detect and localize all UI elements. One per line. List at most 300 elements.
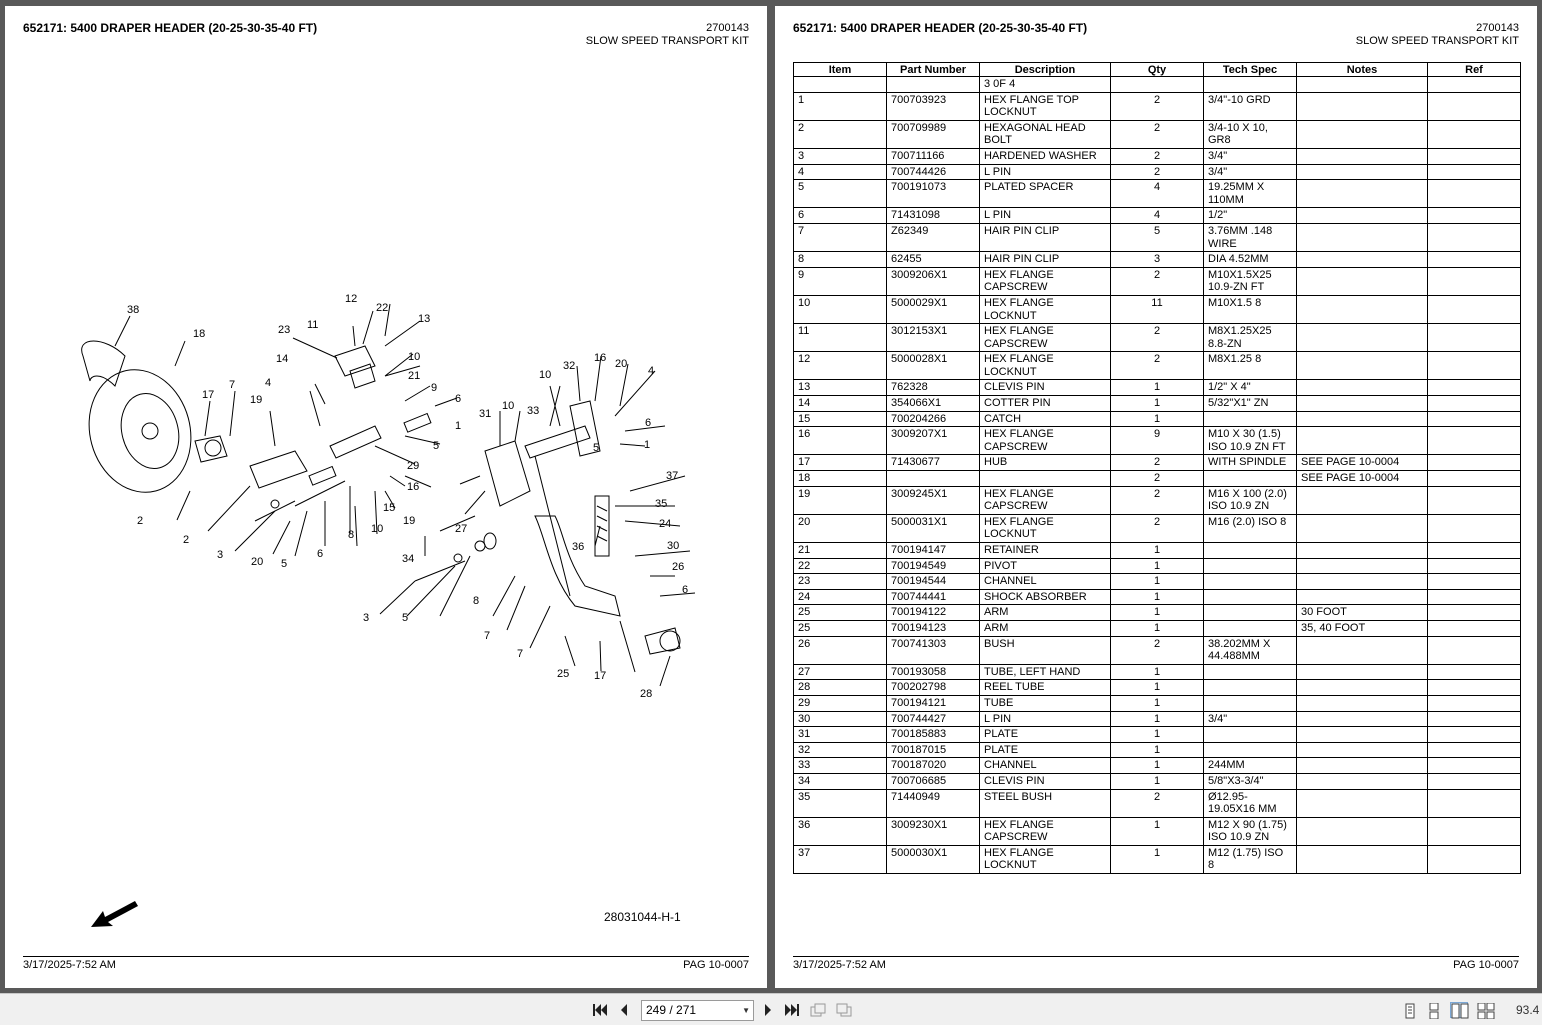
cell-item [794, 77, 887, 93]
cell-tech-spec: 3/4" [1204, 164, 1297, 180]
cell-item: 2 [794, 120, 887, 148]
cell-item: 34 [794, 773, 887, 789]
table-row [794, 148, 1521, 164]
cell-part-number: 3009230X1 [887, 817, 980, 845]
callout-35: 35 [655, 498, 668, 510]
table-row [794, 324, 1521, 352]
table-row [794, 620, 1521, 636]
cell-tech-spec: 3/4-10 X 10, GR8 [1204, 120, 1297, 148]
cell-description: PLATED SPACER [980, 180, 1111, 208]
cell-tech-spec [1204, 543, 1297, 559]
table-row [794, 208, 1521, 224]
callout-18: 18 [193, 328, 206, 340]
cell-description: CHANNEL [980, 574, 1111, 590]
cell-description: L PIN [980, 208, 1111, 224]
next-page-icon[interactable] [760, 1002, 776, 1018]
callout-9: 9 [431, 382, 438, 394]
cell-qty: 1 [1111, 396, 1204, 412]
first-page-icon[interactable] [592, 1002, 608, 1018]
cell-part-number: 354066X1 [887, 396, 980, 412]
cell-notes: SEE PAGE 10-0004 [1297, 455, 1428, 471]
cell-part-number [887, 471, 980, 487]
cell-tech-spec: DIA 4.52MM [1204, 252, 1297, 268]
callout-6: 6 [682, 584, 689, 596]
cell-description [980, 471, 1111, 487]
cell-part-number: 3009207X1 [887, 427, 980, 455]
two-page-continuous-icon[interactable] [1476, 1002, 1494, 1018]
cell-part-number: 700202798 [887, 680, 980, 696]
cell-qty: 1 [1111, 589, 1204, 605]
viewer-toolbar [0, 993, 1542, 1025]
cell-ref [1428, 252, 1521, 268]
cell-notes [1297, 427, 1428, 455]
callout-7: 25 [557, 668, 570, 680]
cell-part-number: 762328 [887, 380, 980, 396]
cell-item: 27 [794, 664, 887, 680]
cell-notes [1297, 92, 1428, 120]
cell-tech-spec [1204, 620, 1297, 636]
cell-qty: 2 [1111, 352, 1204, 380]
callout-30: 30 [667, 540, 680, 552]
cell-item: 25 [794, 620, 887, 636]
cell-description: HEX FLANGE CAPSCREW [980, 817, 1111, 845]
cell-tech-spec [1204, 411, 1297, 427]
cell-ref [1428, 574, 1521, 590]
cell-item: 5 [794, 180, 887, 208]
cell-description: TUBE, LEFT HAND [980, 664, 1111, 680]
cell-part-number [887, 77, 980, 93]
cell-ref [1428, 758, 1521, 774]
cell-ref [1428, 558, 1521, 574]
continuous-icon[interactable] [1424, 1002, 1442, 1018]
cell-item: 28 [794, 680, 887, 696]
table-row [794, 380, 1521, 396]
table-row [794, 589, 1521, 605]
callout-17: 17 [202, 389, 215, 401]
table-row [794, 252, 1521, 268]
callout-11: 11 [307, 319, 319, 331]
table-row [794, 695, 1521, 711]
cell-description: L PIN [980, 164, 1111, 180]
cell-ref [1428, 77, 1521, 93]
callout-19: 19 [250, 394, 263, 406]
page-header-right [1356, 22, 1519, 48]
cell-tech-spec: 5/8"X3-3/4" [1204, 773, 1297, 789]
cell-tech-spec: 19.25MM X 110MM [1204, 180, 1297, 208]
cell-part-number: 62455 [887, 252, 980, 268]
cell-qty: 1 [1111, 680, 1204, 696]
cell-item: 1 [794, 92, 887, 120]
cell-qty: 1 [1111, 727, 1204, 743]
cell-ref [1428, 845, 1521, 873]
cell-tech-spec [1204, 471, 1297, 487]
cell-description: SHOCK ABSORBER [980, 589, 1111, 605]
cell-ref [1428, 208, 1521, 224]
cell-item: 9 [794, 267, 887, 295]
cell-description: HEX FLANGE LOCKNUT [980, 352, 1111, 380]
callout-5: 5 [593, 442, 600, 454]
cell-qty: 4 [1111, 180, 1204, 208]
footer-page-number: PAG 10-0007 [683, 959, 749, 971]
cell-description: COTTER PIN [980, 396, 1111, 412]
two-page-icon[interactable] [1450, 1002, 1468, 1018]
cell-notes [1297, 252, 1428, 268]
cell-tech-spec: 1/2" [1204, 208, 1297, 224]
cell-description: 3 0F 4 [980, 77, 1111, 93]
cell-part-number: 700711166 [887, 148, 980, 164]
cell-part-number: 700191073 [887, 180, 980, 208]
cell-qty: 1 [1111, 620, 1204, 636]
exploded-parts-diagram [45, 276, 745, 706]
cell-item: 20 [794, 514, 887, 542]
cell-ref [1428, 514, 1521, 542]
prev-page-icon[interactable] [616, 1002, 632, 1018]
callout-7: 6 [645, 417, 652, 429]
page-number-select[interactable] [641, 1000, 754, 1021]
table-row [794, 773, 1521, 789]
cell-item: 36 [794, 817, 887, 845]
cell-description: CATCH [980, 411, 1111, 427]
cell-qty: 1 [1111, 574, 1204, 590]
table-row [794, 471, 1521, 487]
table-row [794, 817, 1521, 845]
cell-part-number: 700709989 [887, 120, 980, 148]
drawing-number: 28031044-H-1 [604, 910, 681, 924]
direction-arrow-icon [91, 899, 139, 929]
cell-description: PIVOT [980, 558, 1111, 574]
cell-qty: 2 [1111, 324, 1204, 352]
page-title: 652171: 5400 DRAPER HEADER (20-25-30-35-40 FT) [793, 21, 1088, 35]
cell-part-number: 5000031X1 [887, 514, 980, 542]
cell-tech-spec: 3/4"-10 GRD [1204, 92, 1297, 120]
cell-notes [1297, 636, 1428, 664]
callout-8: 8 [348, 529, 355, 541]
cell-item: 24 [794, 589, 887, 605]
cell-tech-spec [1204, 695, 1297, 711]
cell-item: 10 [794, 295, 887, 323]
cell-tech-spec [1204, 77, 1297, 93]
cell-description: HEX FLANGE LOCKNUT [980, 845, 1111, 873]
zoom-level[interactable]: 93.4 [1516, 1003, 1540, 1017]
cell-description: PLATE [980, 742, 1111, 758]
cell-item: 14 [794, 396, 887, 412]
cell-notes [1297, 208, 1428, 224]
cell-tech-spec: 3/4" [1204, 148, 1297, 164]
cell-description: HAIR PIN CLIP [980, 223, 1111, 251]
cell-tech-spec [1204, 574, 1297, 590]
callout-38: 38 [127, 304, 140, 316]
cell-description: HEX FLANGE CAPSCREW [980, 427, 1111, 455]
cell-ref [1428, 324, 1521, 352]
cell-part-number: 3012153X1 [887, 324, 980, 352]
cell-ref [1428, 711, 1521, 727]
cell-part-number: 700194121 [887, 695, 980, 711]
callout-13: 13 [418, 313, 431, 325]
cell-item: 33 [794, 758, 887, 774]
table-row [794, 92, 1521, 120]
callout-31: 31 [479, 408, 492, 420]
cell-item: 30 [794, 711, 887, 727]
cell-part-number: 700703923 [887, 92, 980, 120]
cell-item: 3 [794, 148, 887, 164]
cell-ref [1428, 380, 1521, 396]
cell-qty: 2 [1111, 455, 1204, 471]
table-row [794, 514, 1521, 542]
cell-part-number: 700744426 [887, 164, 980, 180]
callout-26: 8 [473, 595, 480, 607]
callout-28: 2 [183, 534, 190, 546]
cell-qty: 1 [1111, 773, 1204, 789]
cell-part-number: 700706685 [887, 773, 980, 789]
cell-qty: 2 [1111, 789, 1204, 817]
table-row [794, 727, 1521, 743]
back-icon[interactable] [810, 1002, 826, 1018]
table-row [794, 845, 1521, 873]
cell-ref [1428, 295, 1521, 323]
cell-item: 22 [794, 558, 887, 574]
cell-description: RETAINER [980, 543, 1111, 559]
cell-ref [1428, 543, 1521, 559]
cell-qty [1111, 77, 1204, 93]
cell-part-number: 700194123 [887, 620, 980, 636]
last-page-icon[interactable] [784, 1002, 800, 1018]
table-row [794, 352, 1521, 380]
cell-description: HEX FLANGE LOCKNUT [980, 295, 1111, 323]
cell-qty: 1 [1111, 558, 1204, 574]
cell-ref [1428, 180, 1521, 208]
cell-description: PLATE [980, 727, 1111, 743]
cell-part-number: 71430677 [887, 455, 980, 471]
callout-1: 1 [644, 439, 651, 451]
cell-description: HUB [980, 455, 1111, 471]
cell-item: 18 [794, 471, 887, 487]
single-page-icon[interactable] [1400, 1002, 1418, 1018]
cell-qty: 1 [1111, 711, 1204, 727]
cell-notes: 35, 40 FOOT [1297, 620, 1428, 636]
table-row [794, 427, 1521, 455]
cell-notes [1297, 574, 1428, 590]
cell-part-number: 3009245X1 [887, 486, 980, 514]
cell-notes: 30 FOOT [1297, 605, 1428, 621]
cell-item: 15 [794, 411, 887, 427]
cell-tech-spec: WITH SPINDLE [1204, 455, 1297, 471]
cell-notes [1297, 727, 1428, 743]
table-row [794, 680, 1521, 696]
cell-description: HEX FLANGE CAPSCREW [980, 267, 1111, 295]
table-row [794, 396, 1521, 412]
cell-ref [1428, 223, 1521, 251]
cell-description: REEL TUBE [980, 680, 1111, 696]
cell-qty: 4 [1111, 208, 1204, 224]
cell-tech-spec: M12 (1.75) ISO 8 [1204, 845, 1297, 873]
table-header-row [794, 63, 1521, 77]
cell-qty: 9 [1111, 427, 1204, 455]
cell-ref [1428, 92, 1521, 120]
cell-notes [1297, 352, 1428, 380]
cell-qty: 2 [1111, 120, 1204, 148]
callout-22: 22 [376, 302, 389, 314]
cell-qty: 3 [1111, 252, 1204, 268]
cell-ref [1428, 664, 1521, 680]
callout-4: 4 [648, 365, 655, 377]
table-row [794, 664, 1521, 680]
cell-qty: 2 [1111, 164, 1204, 180]
forward-icon[interactable] [836, 1002, 852, 1018]
cell-tech-spec: 1/2" X 4" [1204, 380, 1297, 396]
cell-item: 32 [794, 742, 887, 758]
cell-description: CLEVIS PIN [980, 773, 1111, 789]
cell-tech-spec: 244MM [1204, 758, 1297, 774]
table-row [794, 558, 1521, 574]
cell-notes [1297, 324, 1428, 352]
table-row [794, 636, 1521, 664]
cell-tech-spec [1204, 664, 1297, 680]
callout-5: 5 [433, 440, 440, 452]
callout-20: 5 [281, 558, 288, 570]
cell-notes [1297, 164, 1428, 180]
cell-item: 37 [794, 845, 887, 873]
callout-36: 36 [572, 541, 585, 553]
cell-notes [1297, 295, 1428, 323]
cell-qty: 1 [1111, 411, 1204, 427]
cell-description: ARM [980, 620, 1111, 636]
cell-ref [1428, 352, 1521, 380]
cell-item: 7 [794, 223, 887, 251]
table-row [794, 223, 1521, 251]
cell-part-number: Z62349 [887, 223, 980, 251]
cell-ref [1428, 471, 1521, 487]
callout-32: 32 [563, 360, 576, 372]
cell-notes [1297, 589, 1428, 605]
column-header: Qty [1111, 63, 1204, 77]
cell-description: BUSH [980, 636, 1111, 664]
cell-notes [1297, 514, 1428, 542]
callout-24: 24 [659, 518, 672, 530]
callout-23: 23 [278, 324, 291, 336]
cell-notes [1297, 396, 1428, 412]
parts-diagram-svg [45, 276, 745, 706]
cell-tech-spec [1204, 680, 1297, 696]
chevron-down-icon: ▼ [742, 1006, 750, 1015]
doc-number: 2700143 [706, 22, 749, 34]
page-subtitle: SLOW SPEED TRANSPORT KIT [585, 35, 749, 47]
cell-part-number: 3009206X1 [887, 267, 980, 295]
cell-item: 25 [794, 605, 887, 621]
cell-notes [1297, 845, 1428, 873]
callout-4: 4 [265, 377, 272, 389]
table-row [794, 120, 1521, 148]
footer-divider [23, 956, 749, 957]
cell-tech-spec: 3/4" [1204, 711, 1297, 727]
cell-tech-spec: M10X1.5 8 [1204, 295, 1297, 323]
cell-description: HEX FLANGE TOP LOCKNUT [980, 92, 1111, 120]
cell-item: 21 [794, 543, 887, 559]
callout-25: 17 [594, 670, 607, 682]
cell-ref [1428, 486, 1521, 514]
table-row [794, 758, 1521, 774]
callout-17: 28 [640, 688, 653, 700]
table-row [794, 164, 1521, 180]
footer-divider [793, 956, 1519, 957]
cell-tech-spec: M10 X 30 (1.5) ISO 10.9 ZN FT [1204, 427, 1297, 455]
cell-notes [1297, 773, 1428, 789]
column-header: Tech Spec [1204, 63, 1297, 77]
page-subtitle: SLOW SPEED TRANSPORT KIT [1355, 35, 1519, 47]
cell-part-number: 71440949 [887, 789, 980, 817]
cell-ref [1428, 817, 1521, 845]
cell-item: 6 [794, 208, 887, 224]
callout-2: 3 [217, 549, 224, 561]
page-header-right [586, 22, 749, 48]
cell-qty: 1 [1111, 845, 1204, 873]
callout-6: 6 [455, 393, 462, 405]
cell-notes [1297, 267, 1428, 295]
cell-notes [1297, 558, 1428, 574]
cell-qty: 5 [1111, 223, 1204, 251]
cell-ref [1428, 636, 1521, 664]
right-page [775, 6, 1537, 988]
table-row [794, 455, 1521, 471]
cell-item: 23 [794, 574, 887, 590]
callout-10: 10 [371, 523, 384, 535]
cell-notes [1297, 120, 1428, 148]
table-row [794, 267, 1521, 295]
table-row [794, 180, 1521, 208]
callout-34: 34 [402, 553, 415, 565]
table-row [794, 711, 1521, 727]
cell-notes [1297, 680, 1428, 696]
cell-qty: 2 [1111, 514, 1204, 542]
table-body [794, 77, 1521, 874]
cell-part-number: 5000030X1 [887, 845, 980, 873]
cell-part-number: 700187020 [887, 758, 980, 774]
cell-notes [1297, 223, 1428, 251]
cell-ref [1428, 148, 1521, 164]
cell-qty: 2 [1111, 267, 1204, 295]
cell-item: 13 [794, 380, 887, 396]
callout-33: 33 [527, 405, 540, 417]
callout-10: 10 [502, 400, 515, 412]
cell-ref [1428, 695, 1521, 711]
cell-tech-spec: 3.76MM .148 WIRE [1204, 223, 1297, 251]
cell-qty: 1 [1111, 664, 1204, 680]
cell-ref [1428, 589, 1521, 605]
doc-number: 2700143 [1476, 22, 1519, 34]
cell-ref [1428, 427, 1521, 455]
parts-table [793, 62, 1521, 874]
cell-item: 4 [794, 164, 887, 180]
cell-qty: 1 [1111, 742, 1204, 758]
cell-description: TUBE [980, 695, 1111, 711]
cell-ref [1428, 164, 1521, 180]
cell-qty: 11 [1111, 295, 1204, 323]
callout-20: 20 [615, 358, 628, 370]
cell-ref [1428, 620, 1521, 636]
cell-qty: 2 [1111, 486, 1204, 514]
cell-part-number: 700194544 [887, 574, 980, 590]
cell-tech-spec [1204, 558, 1297, 574]
cell-notes [1297, 817, 1428, 845]
cell-notes [1297, 742, 1428, 758]
cell-ref [1428, 120, 1521, 148]
table-row [794, 295, 1521, 323]
cell-description: HEXAGONAL HEAD BOLT [980, 120, 1111, 148]
cell-notes [1297, 180, 1428, 208]
cell-description: HEX FLANGE CAPSCREW [980, 324, 1111, 352]
cell-description: HEX FLANGE LOCKNUT [980, 514, 1111, 542]
band-shape [82, 341, 125, 386]
cell-notes [1297, 148, 1428, 164]
